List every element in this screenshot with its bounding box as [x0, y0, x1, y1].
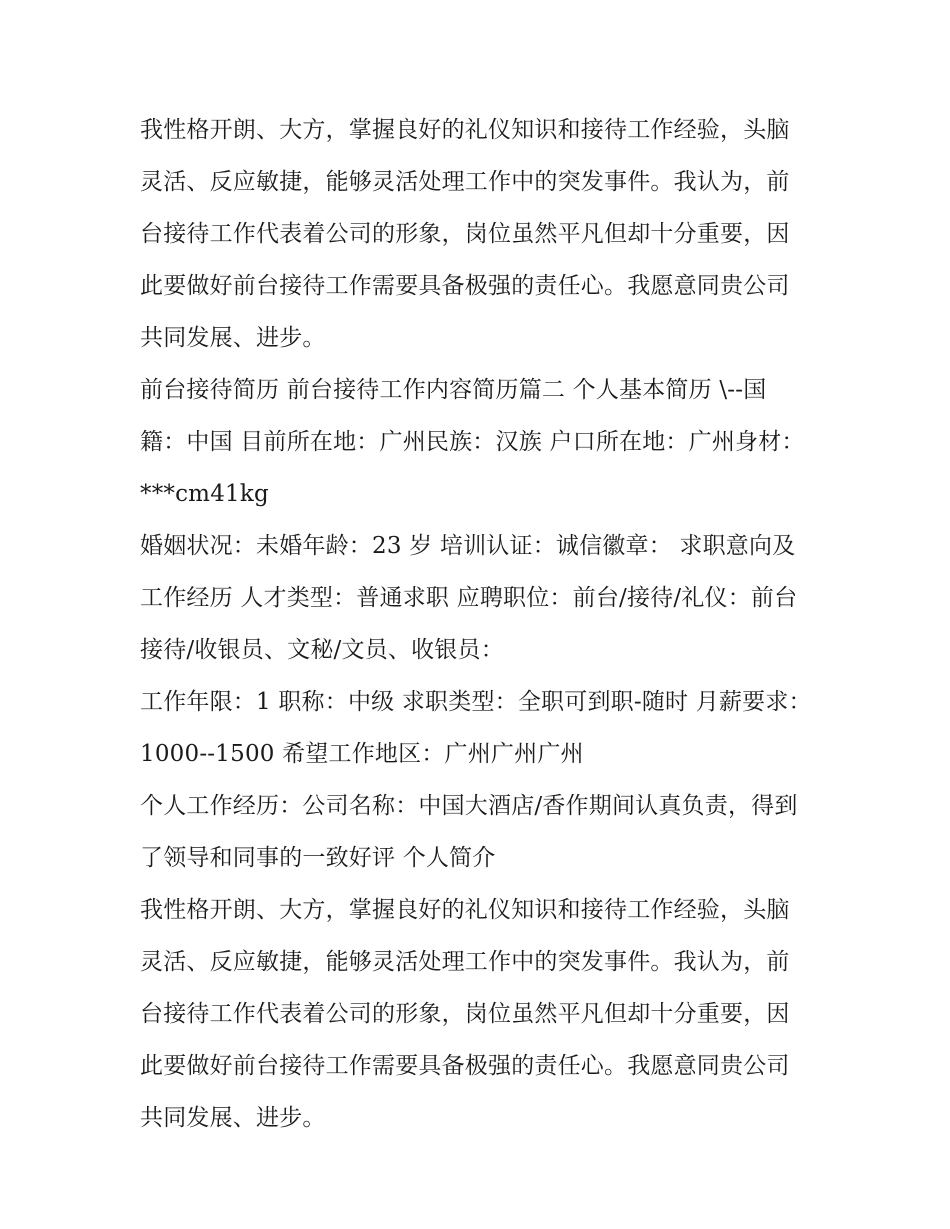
- paragraph-marital-intent: 婚姻状况：未婚年龄：23 岁 培训认证：诚信徽章： 求职意向及工作经历 人才类型：普通求职 应聘职位：前台/接待/礼仪：前台接待/收银员、文秘/文员、收银员：: [140, 533, 798, 663]
- paragraph-basic-info: 前台接待简历 前台接待工作内容简历篇二 个人基本简历 \--国籍：中国 目前所在地：广州民族：汉族 户口所在地：广州身材：***cm41kg: [140, 377, 805, 507]
- paragraph-work-history: 个人工作经历：公司名称：中国大酒店/香作期间认真负责，得到了领导和同事的一致好评 个人简介: [140, 793, 798, 871]
- paragraph-work-years: 工作年限：1 职称：中级 求职类型：全职可到职-随时 月薪要求：1000--1500 希望工作地区：广州广州广州: [140, 689, 812, 767]
- document-body: [140, 104, 812, 1144]
- paragraph-intro: 我性格开朗、大方，掌握良好的礼仪知识和接待工作经验，头脑灵活、反应敏捷，能够灵活处理工作中的突发事件。我认为，前台接待工作代表着公司的形象，岗位虽然平凡但却十分重要，因此要做好前台接待工作需要具备极强的责任心。我愿意同贵公司共同发展、进步。: [140, 117, 790, 351]
- paragraph-self-intro: 我性格开朗、大方，掌握良好的礼仪知识和接待工作经验，头脑灵活、反应敏捷，能够灵活处理工作中的突发事件。我认为，前台接待工作代表着公司的形象，岗位虽然平凡但却十分重要，因此要做好前台接待工作需要具备极强的责任心。我愿意同贵公司共同发展、进步。: [140, 897, 790, 1131]
